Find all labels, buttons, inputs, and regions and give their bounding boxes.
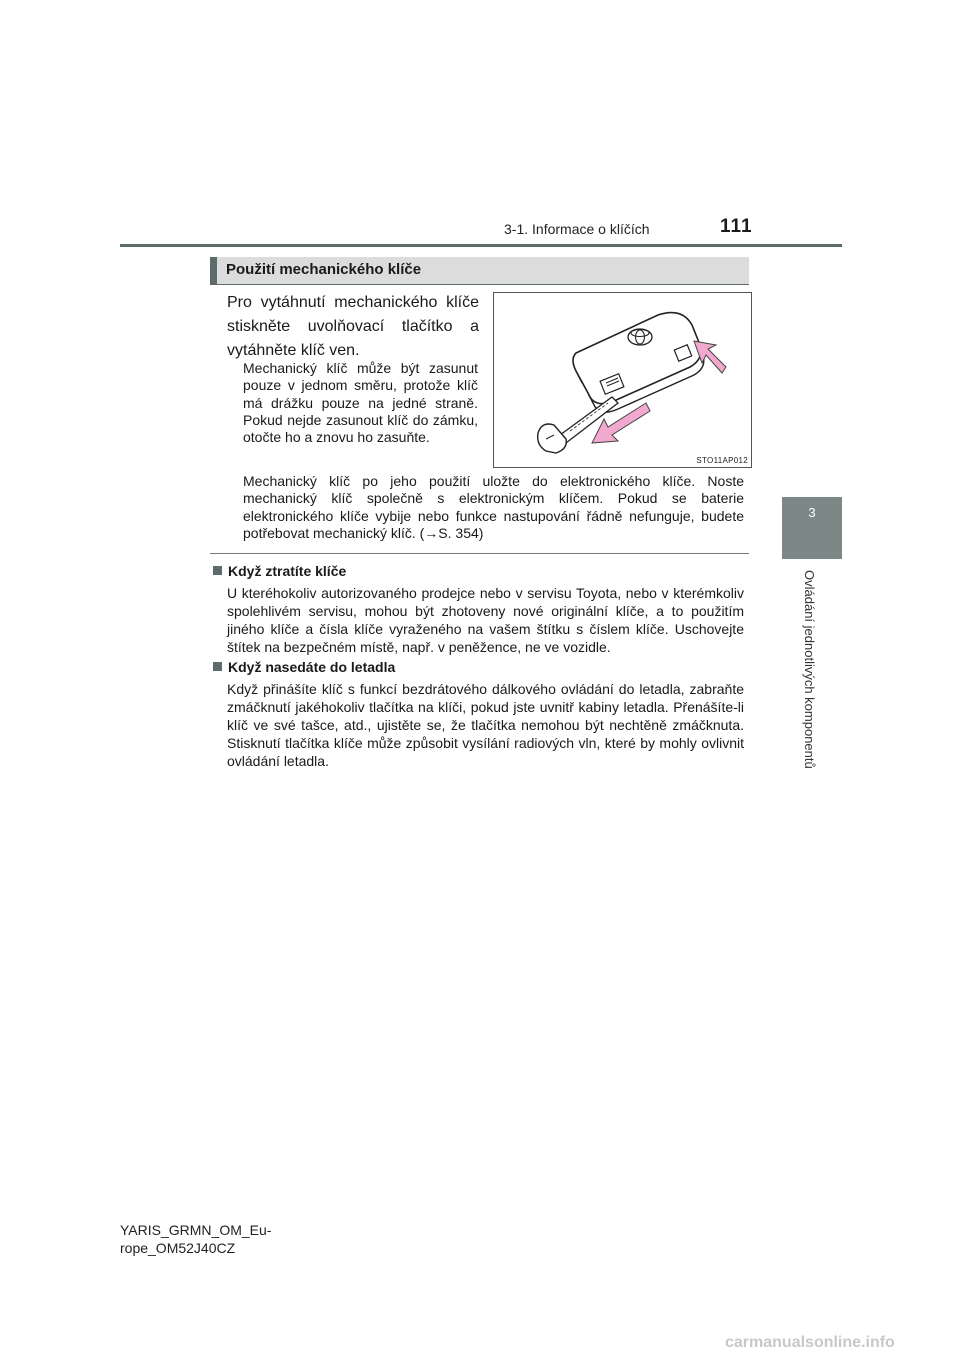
image-code: STO11AP012	[696, 456, 748, 465]
section-heading-bar	[210, 257, 749, 284]
key-illustration	[493, 292, 752, 468]
note-paragraph-2: Mechanický klíč po jeho použití uložte do elektronického klíče. Noste mechanický klíč společně s elektronickým klíčem. Pokud se baterie elektronického klíče vybije nebo funkce nastupování řádně nefunguje, budete potřebovat mechanický klíč. (→S. 354)	[243, 473, 744, 541]
section-heading: Použití mechanického klíče	[226, 261, 422, 278]
info-heading-airplane	[213, 659, 395, 675]
info-heading-lost-keys	[213, 563, 346, 579]
note-paragraph-1: Mechanický klíč může být zasunut pouze v jednom směru, protože klíč má drážku pouze na jedné straně. Pokud nejde zasunout klíč do zámku, otočte ho a znovu ho zasuňte.	[243, 360, 478, 446]
document-code: YARIS_GRMN_OM_Eu-	[120, 1222, 272, 1238]
document-code-line2: rope_OM52J40CZ	[120, 1240, 236, 1256]
chapter-tab	[782, 497, 842, 559]
smart-key-drawing	[494, 293, 751, 467]
info-heading-text: Když nasedáte do letadla	[228, 659, 396, 675]
chapter-number: 3	[808, 505, 816, 520]
section-title: 3-1. Informace o klíčích	[504, 221, 650, 237]
page-number: 111	[720, 216, 753, 237]
chapter-title-wrap	[782, 570, 842, 800]
intro-paragraph: Pro vytáhnutí mechanického klíče stiskněte uvolňovací tlačítko a vytáhněte klíč ven.	[227, 294, 479, 359]
info-heading-text: Když ztratíte klíče	[228, 563, 347, 579]
heading-rule	[210, 284, 749, 285]
chapter-title: Ovládání jednotlivých komponentů	[802, 570, 817, 769]
heading-accent	[210, 257, 217, 284]
square-bullet-icon	[213, 662, 222, 671]
header-rule	[120, 244, 842, 247]
section-divider	[210, 553, 749, 554]
info-body-airplane: Když přinášíte klíč s funkcí bezdrátového dálkového ovládání do letadla, zabraňte zmáčknutí jakéhokoliv tlačítka na klíči, pokud jste uvnitř kabiny letadla. Přenášíte-li klíč ve své tašce, atd., ujistěte se, že tlačítka nemohou být nechtěně zmáčknuta. Stisknutí tlačítka klíče může způsobit vysílání radiových vln, které by mohly ovlivnit ovládání letadla.	[227, 681, 744, 769]
watermark: carmanualsonline.info	[725, 1334, 895, 1351]
square-bullet-icon	[213, 566, 222, 575]
info-body-lost-keys: U kteréhokoliv autorizovaného prodejce nebo v servisu Toyota, nebo v kterémkoliv spolehlivém servisu, mohou být zhotoveny nové originální klíče, a to použitím jiného klíče a čísla klíče vyraženého na vašem štítku s číslem klíče. Uschovejte štítek na bezpečném místě, např. v peněžence, ne ve vozidle.	[227, 585, 744, 655]
